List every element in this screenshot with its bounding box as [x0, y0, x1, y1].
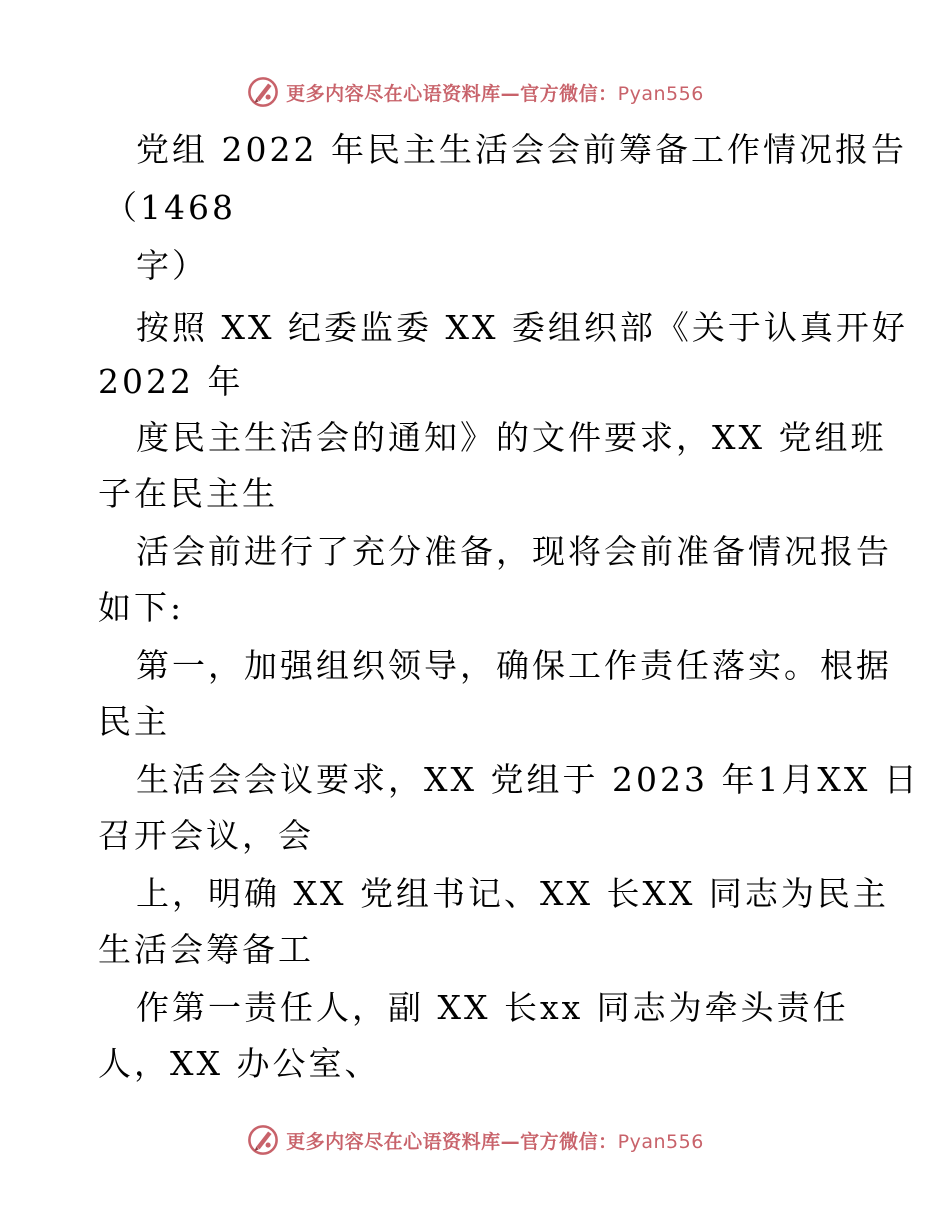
footer-watermark [0, 1120, 950, 1160]
doc-line: 人，XX 办公室、 [98, 1044, 381, 1083]
doc-line: 召开会议，会 [98, 816, 314, 855]
header-watermark [0, 72, 950, 112]
doc-line: 2022 年 [98, 362, 244, 401]
doc-paragraph-line: 作第一责任人，副 XX 长xx 同志为牵头责任 [136, 988, 849, 1027]
doc-title-line: 党组 2022 年民主生活会会前筹备工作情况报告 [136, 130, 907, 169]
doc-paragraph-line: 第一，加强组织领导，确保工作责任落实。根据 [136, 646, 892, 685]
doc-line: （1468 [104, 188, 236, 227]
doc-line: 如下: [98, 588, 185, 627]
doc-paragraph-line: 上，明确 XX 党组书记、XX 长XX 同志为民主 [136, 874, 889, 913]
doc-paragraph-line: 活会前进行了充分准备，现将会前准备情况报告 [136, 532, 892, 571]
wechat-id: Pyan556 [617, 1130, 704, 1153]
watermark-text: 更多内容尽在心语资料库—官方微信：Pyan556 [286, 82, 704, 105]
doc-paragraph-line: 度民主生活会的通知》的文件要求，XX 党组班 [136, 418, 887, 457]
wechat-id: Pyan556 [617, 82, 704, 105]
doc-line: 民主 [98, 702, 170, 741]
quill-pen-logo-icon [246, 75, 280, 109]
doc-paragraph-line: 按照 XX 纪委监委 XX 委组织部《关于认真开好 [136, 308, 908, 347]
doc-line: 生活会筹备工 [98, 930, 314, 969]
doc-line: 字） [136, 246, 208, 285]
quill-pen-logo-icon [246, 1123, 280, 1157]
doc-line: 子在民主生 [98, 474, 278, 513]
doc-paragraph-line: 生活会会议要求，XX 党组于 2023 年1月XX 日 [136, 760, 920, 799]
watermark-text: 更多内容尽在心语资料库—官方微信：Pyan556 [286, 1130, 704, 1153]
